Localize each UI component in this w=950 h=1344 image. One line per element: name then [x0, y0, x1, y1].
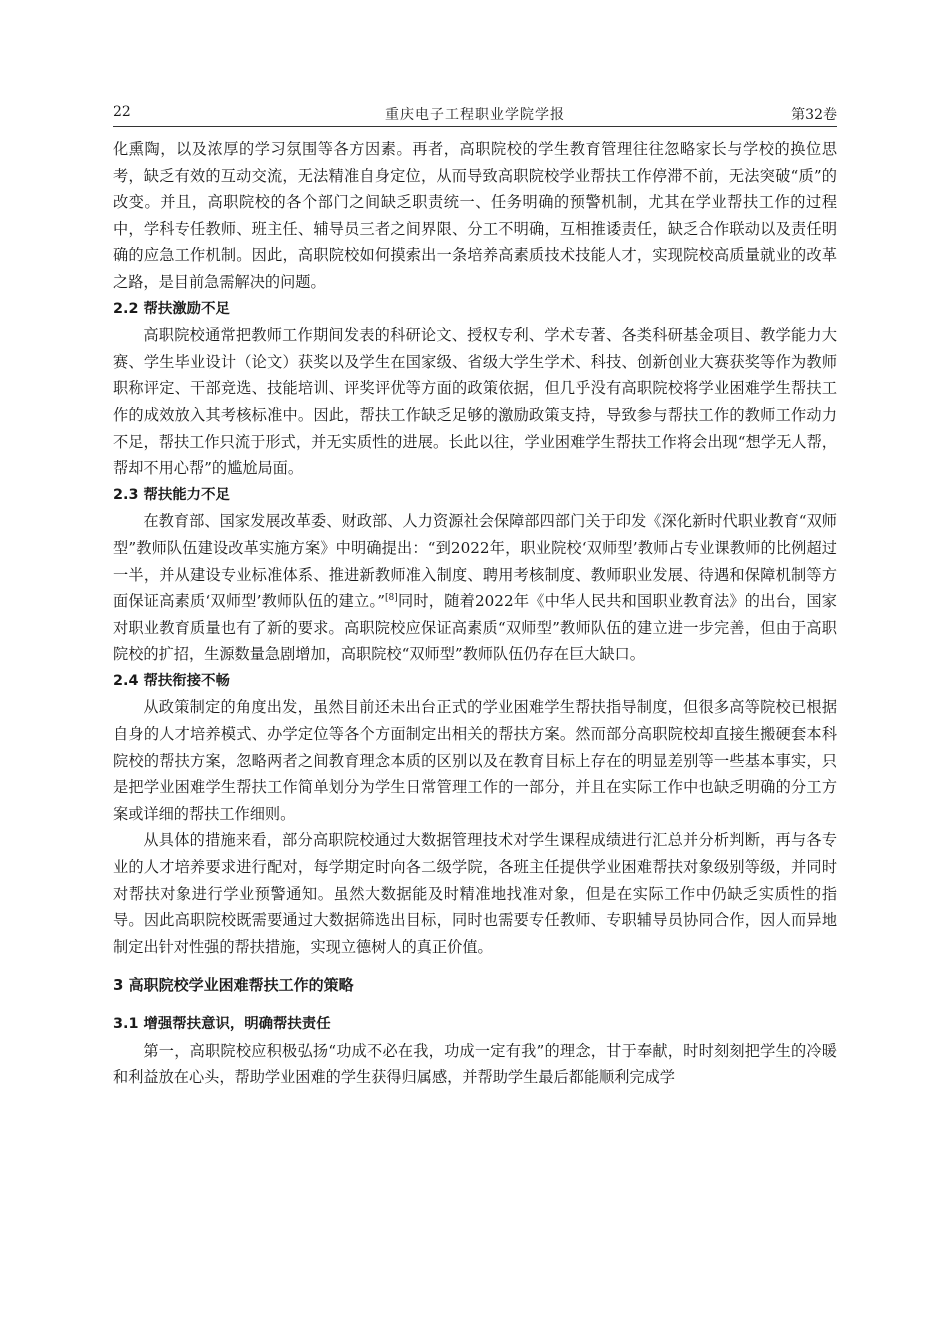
page-number: 22	[113, 104, 131, 120]
section-2-3-paragraph	[113, 508, 837, 668]
section-2-3-text-after-citation: 同时，随着2022年《中华人民共和国职业教育法》的出台，国家对职业教育质量也有了新的要求。高职院校应保证高素质“双师型”教师队伍的建立进一步完善，但由于高职院校的扩招，生源数量急剧增加，高职院校“双师型”教师队伍仍存在巨大缺口。	[113, 592, 837, 664]
running-header	[113, 100, 837, 127]
section-2-4-paragraph-2: 从具体的措施来看，部分高职院校通过大数据管理技术对学生课程成绩进行汇总并分析判断，再与各专业的人才培养要求进行配对，每学期定时向各二级学院，各班主任提供学业困难帮扶对象级别等级，并同时对帮扶对象进行学业预警通知。虽然大数据能及时精准地找准对象，但是在实际工作中仍缺乏实质性的指导。因此高职院校既需要通过大数据筛选出目标，同时也需要专任教师、专职辅导员协同合作，因人而异地制定出针对性强的帮扶措施，实现立德树人的真正价值。	[113, 831, 837, 956]
continuation-paragraph: 化熏陶，以及浓厚的学习氛围等各方因素。再者，高职院校的学生教育管理往往忽略家长与学校的换位思考，缺乏有效的互动交流，无法精准自身定位，从而导致高职院校学业帮扶工作停滞不前，无法突破“质”的改变。并且，高职院校的各个部门之间缺乏职责统一、任务明确的预警机制，尤其在学业帮扶工作的过程中，学科专任教师、班主任、辅导员三者之间界限、分工不明确，互相推诿责任，缺乏合作联动以及责任明确的应急工作机制。因此，高职院校如何摸索出一条培养高素质技术技能人才，实现院校高质量就业的改革之路，是目前急需解决的问题。	[113, 140, 837, 291]
section-heading-3: 3 高职院校学业困难帮扶工作的策略	[113, 976, 354, 995]
article-body	[113, 136, 837, 1091]
section-2-3-text-before-citation: 在教育部、国家发展改革委、财政部、人力资源社会保障部四部门关于印发《深化新时代职业教育“双师型”教师队伍建设改革实施方案》中明确提出：“到2022年，职业院校‘双师型’教师占专业课教师的比例超过一半，并从建设专业标准体系、推进新教师准入制度、聘用考核制度、教师职业发展、待遇和保障机制等方面保证高素质‘双师型’教师队伍的建立。”	[113, 512, 837, 611]
journal-title: 重庆电子工程职业学院学报	[385, 107, 565, 123]
section-heading-2-4: 2.4 帮扶衔接不畅	[113, 672, 230, 689]
section-3-1-paragraph: 第一，高职院校应积极弘扬“功成不必在我，功成一定有我”的理念，甘于奉献，时时刻刻把学生的冷暖和利益放在心头，帮助学业困难的学生获得归属感，并帮助学生最后都能顺利完成学	[113, 1041, 837, 1087]
section-heading-2-3: 2.3 帮扶能力不足	[113, 486, 230, 503]
section-heading-3-1: 3.1 增强帮扶意识，明确帮扶责任	[113, 1016, 331, 1032]
citation-reference[interactable]: [8]	[385, 593, 398, 604]
volume-label: 第32卷	[791, 107, 837, 123]
section-2-4-paragraph-1: 从政策制定的角度出发，虽然目前还未出台正式的学业困难学生帮扶指导制度，但很多高等院校已根据自身的人才培养模式、办学定位等各个方面制定出相关的帮扶方案。然而部分高职院校却直接生搬硬套本科院校的帮扶方案，忽略两者之间教育理念本质的区别以及在教育目标上存在的明显差别等一些基本事实，只是把学业困难学生帮扶工作简单划分为学生日常管理工作的一部分，并且在实际工作中也缺乏明确的分工方案或详细的帮扶工作细则。	[113, 698, 837, 823]
section-2-2-paragraph: 高职院校通常把教师工作期间发表的科研论文、授权专利、学术专著、各类科研基金项目、教学能力大赛、学生毕业设计（论文）获奖以及学生在国家级、省级大学生学术、科技、创新创业大赛获奖等作为教师职称评定、干部竞选、技能培训、评奖评优等方面的政策依据，但几乎没有高职院校将学业困难学生帮扶工作的成效放入其考核标准中。因此，帮扶工作缺乏足够的激励政策支持，导致参与帮扶工作的教师工作动力不足，帮扶工作只流于形式，并无实质性的进展。长此以往，学业困难学生帮扶工作将会出现“想学无人帮，帮却不用心帮”的尴尬局面。	[113, 326, 837, 478]
section-heading-2-2: 2.2 帮扶激励不足	[113, 300, 230, 317]
